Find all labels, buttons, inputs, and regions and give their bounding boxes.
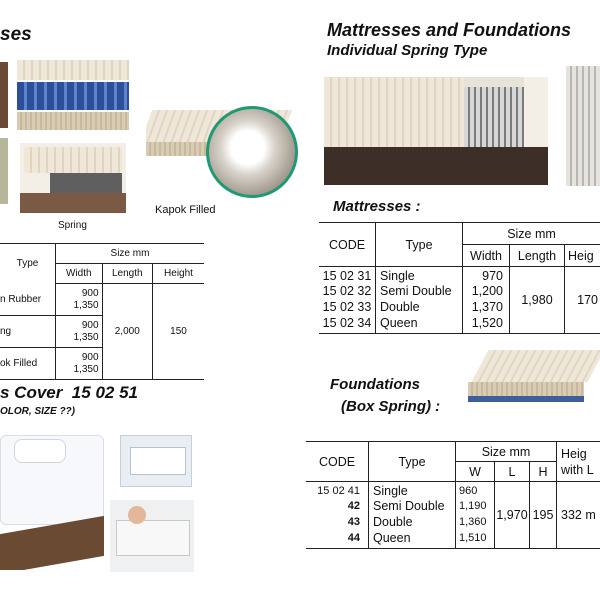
foundation-code-cell: 15 02 41 <box>317 485 360 497</box>
mattress-header-length: Length <box>510 245 565 267</box>
mattress-code-cell: 15 02 33 <box>322 300 372 314</box>
mattress-header-size: Size mm <box>463 223 600 245</box>
foundation-w-cell: 1,510 <box>456 530 495 548</box>
mattress-width-cell: 1,370 <box>463 299 510 315</box>
green-detail-photo <box>0 138 8 204</box>
foundation-header-h: H <box>530 462 557 482</box>
cover-detail-photo <box>120 435 192 487</box>
foundation-header-w: W <box>456 462 495 482</box>
mattress-header-height: Heig <box>565 245 600 267</box>
mattress-type-cell: Queen <box>376 315 463 333</box>
spring-layers-photo <box>17 60 129 132</box>
left-row-width: 900 1,350 <box>55 284 102 316</box>
foundation-h-cell: 195 <box>530 482 557 549</box>
mattresses-heading: Mattresses : <box>333 198 421 215</box>
foundation-header-size: Size mm <box>456 442 557 462</box>
foundation-type-cell: Semi Double <box>369 498 456 514</box>
left-height-cell: 150 <box>152 284 204 380</box>
covered-bed-photo <box>0 425 108 570</box>
foundation-header-type: Type <box>369 442 456 482</box>
spring-cutaway-photo <box>324 77 548 185</box>
foundation-type-cell: Queen <box>369 530 456 548</box>
mattress-header-type: Type <box>376 223 463 267</box>
foundation-header-l: L <box>495 462 530 482</box>
mattress-code-cell: 15 02 32 <box>322 284 372 298</box>
page-title: Mattresses and Foundations <box>327 20 572 40</box>
foundation-type-cell: Double <box>369 514 456 530</box>
mattress-type-cell: Double <box>376 299 463 315</box>
mattress-length-cell: 1,980 <box>510 267 565 334</box>
cover-subtitle: OLOR, SIZE ??) <box>0 406 75 417</box>
left-size-table <box>0 243 204 380</box>
mattress-width-cell: 970 <box>463 267 510 284</box>
left-header-length: Length <box>102 264 152 284</box>
mattress-table <box>319 222 600 334</box>
foundation-code-cell: 43 <box>347 516 360 528</box>
left-header-size: Size mm <box>55 244 204 264</box>
foundation-l-cell: 1,970 <box>495 482 530 549</box>
mattress-corner-photo <box>0 62 8 128</box>
cover-title: s Cover 15 02 51 <box>0 383 138 402</box>
spring-caption: Spring <box>58 220 87 231</box>
foundation-table <box>306 441 600 549</box>
cover-zip-photo <box>110 500 194 572</box>
kapok-caption: Kapok Filled <box>155 204 216 216</box>
left-title-fragment: ses <box>0 24 32 45</box>
foundation-header-code: CODE <box>306 442 369 482</box>
foundation-w-cell: 1,360 <box>456 514 495 530</box>
left-length-cell: 2,000 <box>102 284 152 380</box>
left-row-type: n Rubber <box>0 284 55 316</box>
mattress-type-cell: Semi Double <box>376 283 463 299</box>
mattress-header-code: CODE <box>319 223 376 267</box>
mattress-header-width: Width <box>463 245 510 267</box>
mattress-code-cell: 15 02 34 <box>319 315 376 333</box>
mattress-width-cell: 1,520 <box>463 315 510 333</box>
page-subtitle: Individual Spring Type <box>327 42 488 59</box>
left-header-width: Width <box>55 264 102 284</box>
left-header-type: Type <box>0 244 55 284</box>
kapok-fiber-circle <box>206 106 298 198</box>
left-row-width: 900 1,350 <box>55 316 102 348</box>
left-row-width: 900 1,350 <box>55 348 102 380</box>
foundations-subheading: (Box Spring) : <box>341 398 441 415</box>
foundation-w-cell: 960 <box>456 482 495 499</box>
foundation-code-cell: 44 <box>306 530 369 548</box>
foundation-type-cell: Single <box>369 482 456 499</box>
left-header-height: Height <box>152 264 204 284</box>
left-row-type: ok Filled <box>0 348 55 380</box>
foundation-header-height: Heig with L <box>557 442 600 482</box>
right-edge-photo <box>566 66 600 186</box>
mattress-width-cell: 1,200 <box>463 283 510 299</box>
foundation-code-cell: 42 <box>347 500 360 512</box>
mattress-type-cell: Single <box>376 267 463 284</box>
mattress-code-cell: 15 02 31 <box>322 269 372 283</box>
foundations-heading: Foundations <box>330 376 420 393</box>
mattress-bed-photo <box>20 143 126 213</box>
foundation-height-cell: 332 m <box>557 482 600 549</box>
foundation-w-cell: 1,190 <box>456 498 495 514</box>
mattress-height-cell: 170 <box>565 267 600 334</box>
left-row-type: ng <box>0 316 55 348</box>
box-spring-photo <box>468 346 600 404</box>
